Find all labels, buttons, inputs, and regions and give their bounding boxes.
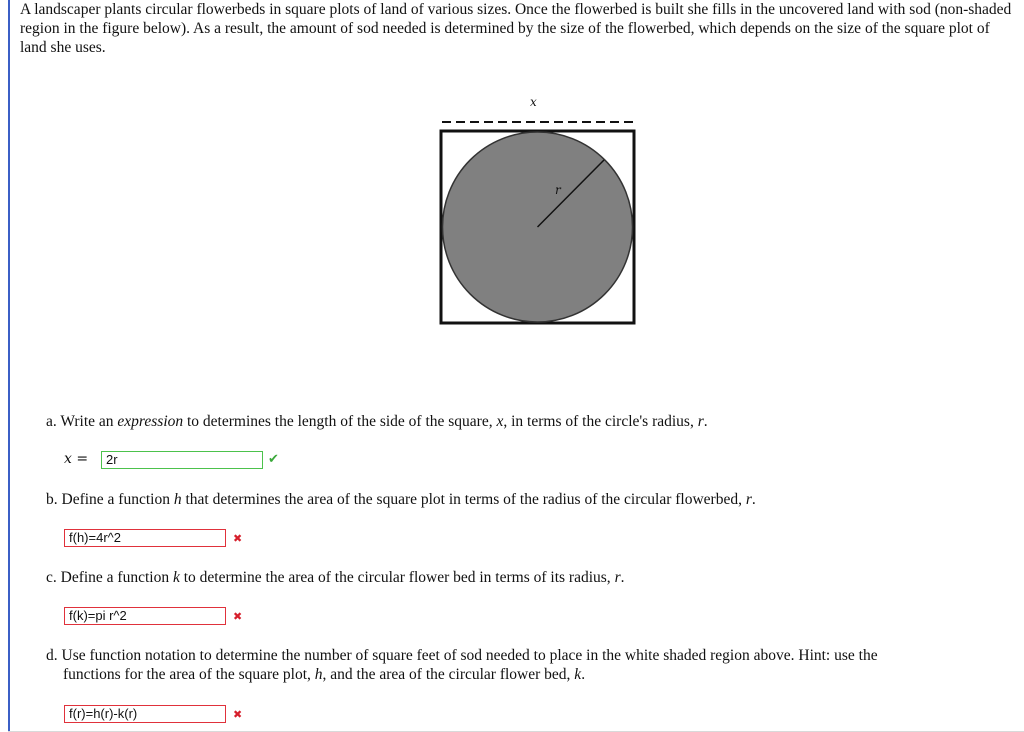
check-icon: ✔ — [268, 452, 279, 467]
cross-icon: ✖ — [233, 532, 243, 545]
answer-d-input[interactable]: f(r)=h(r)-k(r) — [64, 705, 226, 723]
answer-c-input[interactable]: f(k)=pi r^2 — [64, 607, 226, 625]
circle-in-square-diagram — [438, 92, 638, 328]
answer-a-lhs: x = — [64, 451, 89, 467]
cross-icon: ✖ — [233, 610, 243, 623]
figure — [438, 92, 638, 328]
question-d: d. Use function notation to determine the number of square feet of sod needed to place in the white shaded region above. Hint: use the functions for the area of the square plot, h, and the area of the circular flower bed, k. — [46, 647, 878, 683]
left-border — [8, 0, 10, 732]
r-label: r — [555, 183, 561, 197]
answer-a-input[interactable]: 2r — [101, 451, 263, 469]
question-b: b. Define a function h that determines the area of the square plot in terms of the radius of the circular flowerbed, r. — [46, 491, 756, 508]
question-a: a. Write an expression to determines the length of the side of the square, x, in terms of the circle's radius, r. — [46, 413, 708, 430]
cross-icon: ✖ — [233, 708, 243, 721]
x-label: x — [530, 95, 537, 109]
question-c: c. Define a function k to determine the area of the circular flower bed in terms of its radius, r. — [46, 569, 625, 586]
problem-intro: A landscaper plants circular flowerbeds in square plots of land of various sizes. Once the flowerbed is built she fills in the uncovered land with sod (non-shaded region in the figure below). As a result, the amount of sod needed is determined by the size of the flowerbed, which depends on the size of the square plot of land she uses. — [20, 1, 1012, 56]
answer-b-input[interactable]: f(h)=4r^2 — [64, 529, 226, 547]
